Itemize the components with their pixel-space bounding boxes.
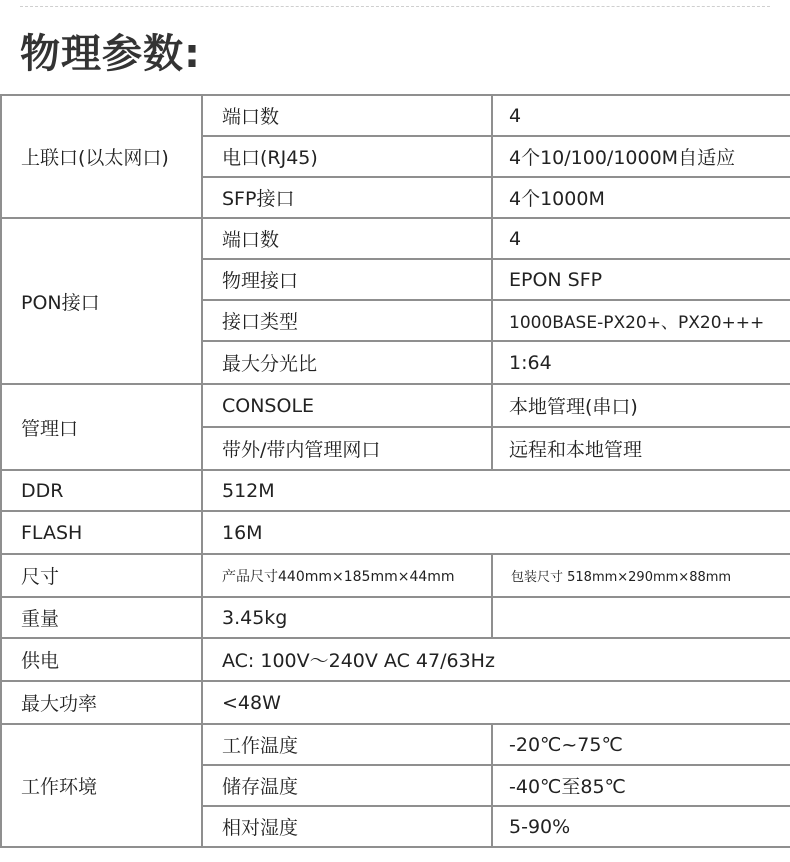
table-row xyxy=(1,470,790,511)
env-humidity-name: 相对湿度 xyxy=(202,806,492,847)
table-row xyxy=(1,95,790,136)
uplink-port-count-value: 4 xyxy=(492,95,790,136)
env-storage-temp-name: 储存温度 xyxy=(202,765,492,806)
size-package-value: 包装尺寸 518mm×290mm×88mm xyxy=(492,554,790,597)
uplink-sfp-value: 4个1000M xyxy=(492,177,790,218)
pon-port-count-name: 端口数 xyxy=(202,218,492,259)
pon-label: PON接口 xyxy=(1,218,202,384)
mgmt-network-name: 带外/带内管理网口 xyxy=(202,427,492,470)
table-row xyxy=(1,218,790,259)
uplink-port-count-name: 端口数 xyxy=(202,95,492,136)
mgmt-console-name: CONSOLE xyxy=(202,384,492,427)
weight-value: 3.45kg xyxy=(202,597,492,638)
table-row xyxy=(1,511,790,554)
pon-physical-name: 物理接口 xyxy=(202,259,492,300)
mgmt-label: 管理口 xyxy=(1,384,202,470)
table-row xyxy=(1,384,790,427)
env-storage-temp-value: -40℃至85℃ xyxy=(492,765,790,806)
max-power-value: <48W xyxy=(202,681,790,724)
weight-label: 重量 xyxy=(1,597,202,638)
table-row xyxy=(1,554,790,597)
env-label: 工作环境 xyxy=(1,724,202,847)
power-value: AC: 100V～240V AC 47/63Hz xyxy=(202,638,790,681)
pon-type-name: 接口类型 xyxy=(202,300,492,341)
uplink-rj45-name: 电口(RJ45) xyxy=(202,136,492,177)
size-label: 尺寸 xyxy=(1,554,202,597)
power-label: 供电 xyxy=(1,638,202,681)
uplink-sfp-name: SFP接口 xyxy=(202,177,492,218)
table-row xyxy=(1,724,790,765)
size-product-value: 产品尺寸440mm×185mm×44mm xyxy=(202,554,492,597)
pon-split-value: 1:64 xyxy=(492,341,790,384)
flash-label: FLASH xyxy=(1,511,202,554)
flash-value: 16M xyxy=(202,511,790,554)
env-humidity-value: 5-90% xyxy=(492,806,790,847)
mgmt-console-value: 本地管理(串口) xyxy=(492,384,790,427)
uplink-rj45-value: 4个10/100/1000M自适应 xyxy=(492,136,790,177)
pon-type-value: 1000BASE-PX20+、PX20+++ xyxy=(492,300,790,341)
pon-physical-value: EPON SFP xyxy=(492,259,790,300)
table-row xyxy=(1,638,790,681)
table-row xyxy=(1,681,790,724)
top-divider xyxy=(20,6,770,7)
uplink-label: 上联口(以太网口) xyxy=(1,95,202,218)
spec-table xyxy=(0,94,790,848)
ddr-label: DDR xyxy=(1,470,202,511)
page-title: 物理参数: xyxy=(20,31,201,77)
env-work-temp-value: -20℃~75℃ xyxy=(492,724,790,765)
mgmt-network-value: 远程和本地管理 xyxy=(492,427,790,470)
pon-port-count-value: 4 xyxy=(492,218,790,259)
env-work-temp-name: 工作温度 xyxy=(202,724,492,765)
pon-split-name: 最大分光比 xyxy=(202,341,492,384)
table-row xyxy=(1,597,790,638)
max-power-label: 最大功率 xyxy=(1,681,202,724)
weight-extra xyxy=(492,597,790,638)
ddr-value: 512M xyxy=(202,470,790,511)
